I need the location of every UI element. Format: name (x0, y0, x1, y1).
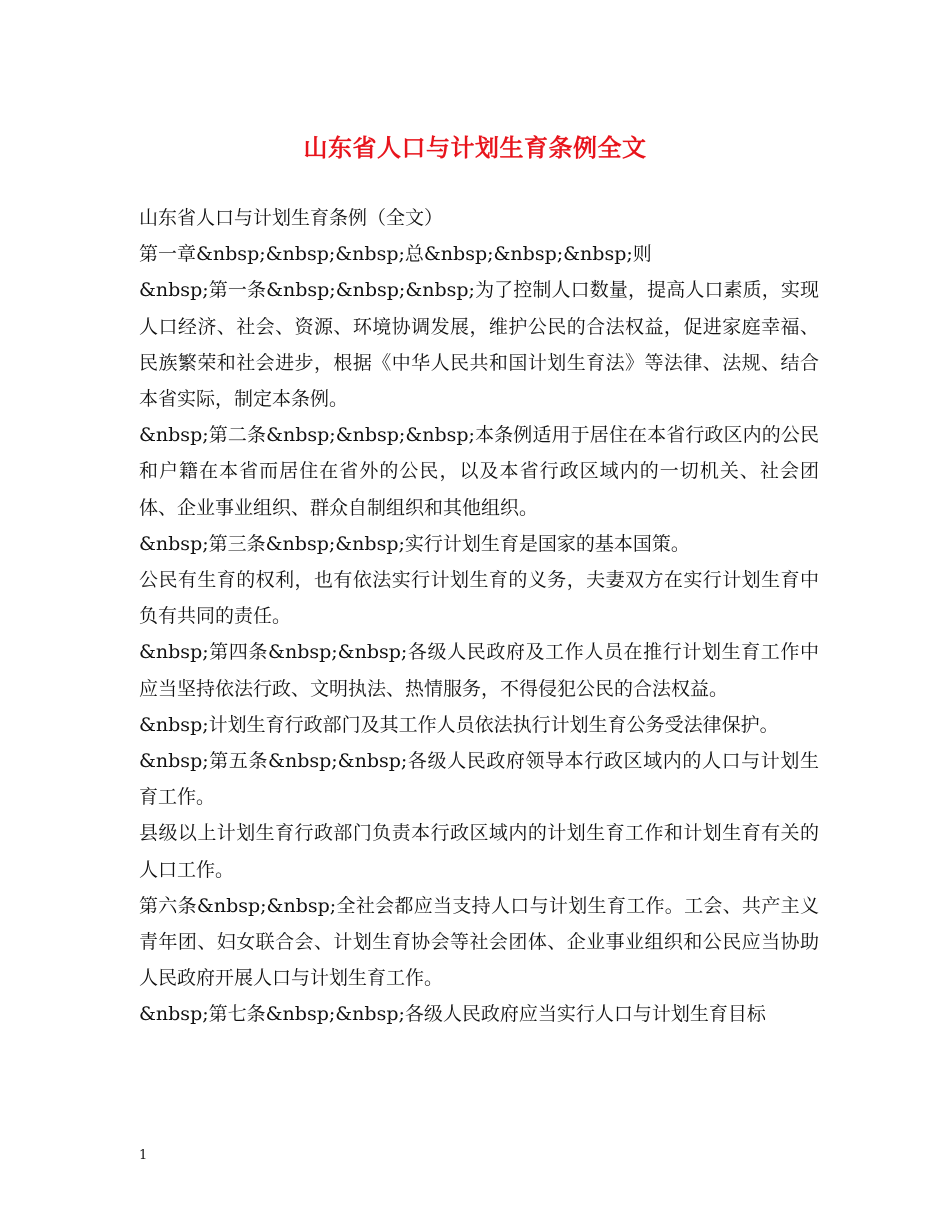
paragraph-article-four: &nbsp;第四条&nbsp;&nbsp;各级人民政府及工作人员在推行计划生育工作中应当坚持依法行政、文明执法、热情服务，不得侵犯公民的合法权益。 (139, 641, 819, 700)
document-body (139, 200, 819, 1033)
paragraph-chapter-one: 第一章&nbsp;&nbsp;&nbsp;总&nbsp;&nbsp;&nbsp;则 (139, 243, 652, 266)
page-number: 1 (139, 1148, 148, 1163)
paragraph-article-six: 第六条&nbsp;&nbsp;全社会都应当支持人口与计划生育工作。工会、共产主义青年团、妇女联合会、计划生育协会等社会团体、企业事业组织和公民应当协助人民政府开展人口与计划生育工作。 (139, 894, 819, 990)
document-title: 山东省人口与计划生育条例全文 (303, 133, 647, 162)
paragraph-article-two: &nbsp;第二条&nbsp;&nbsp;&nbsp;本条例适用于居住在本省行政区内的公民和户籍在本省而居住在省外的公民，以及本省行政区域内的一切机关、社会团体、企业事业组织、群众自制组织和其他组织。 (139, 424, 819, 519)
paragraph-article-five: &nbsp;第五条&nbsp;&nbsp;各级人民政府领导本行政区域内的人口与计划生育工作。 (139, 750, 819, 809)
paragraph-article-three: &nbsp;第三条&nbsp;&nbsp;实行计划生育是国家的基本国策。 (139, 532, 690, 555)
paragraph-legal-protection: &nbsp;计划生育行政部门及其工作人员依法执行计划生育公务受法律保护。 (139, 713, 779, 736)
paragraph-birth-rights: 公民有生育的权利，也有依法实行计划生育的义务，夫妻双方在实行计划生育中负有共同的责任。 (139, 569, 819, 628)
paragraph-county-responsibility: 县级以上计划生育行政部门负责本行政区域内的计划生育工作和计划生育有关的人口工作。 (139, 822, 819, 881)
paragraph-article-seven: &nbsp;第七条&nbsp;&nbsp;各级人民政府应当实行人口与计划生育目标 (139, 1003, 766, 1026)
paragraph-article-one: &nbsp;第一条&nbsp;&nbsp;&nbsp;为了控制人口数量，提高人口素质，实现人口经济、社会、资源、环境协调发展，维护公民的合法权益，促进家庭幸福、民族繁荣和社会进步，根据《中华人民共和国计划生育法》等法律、法规、结合本省实际，制定本条例。 (139, 279, 819, 411)
paragraph-heading: 山东省人口与计划生育条例（全文） (139, 207, 444, 229)
